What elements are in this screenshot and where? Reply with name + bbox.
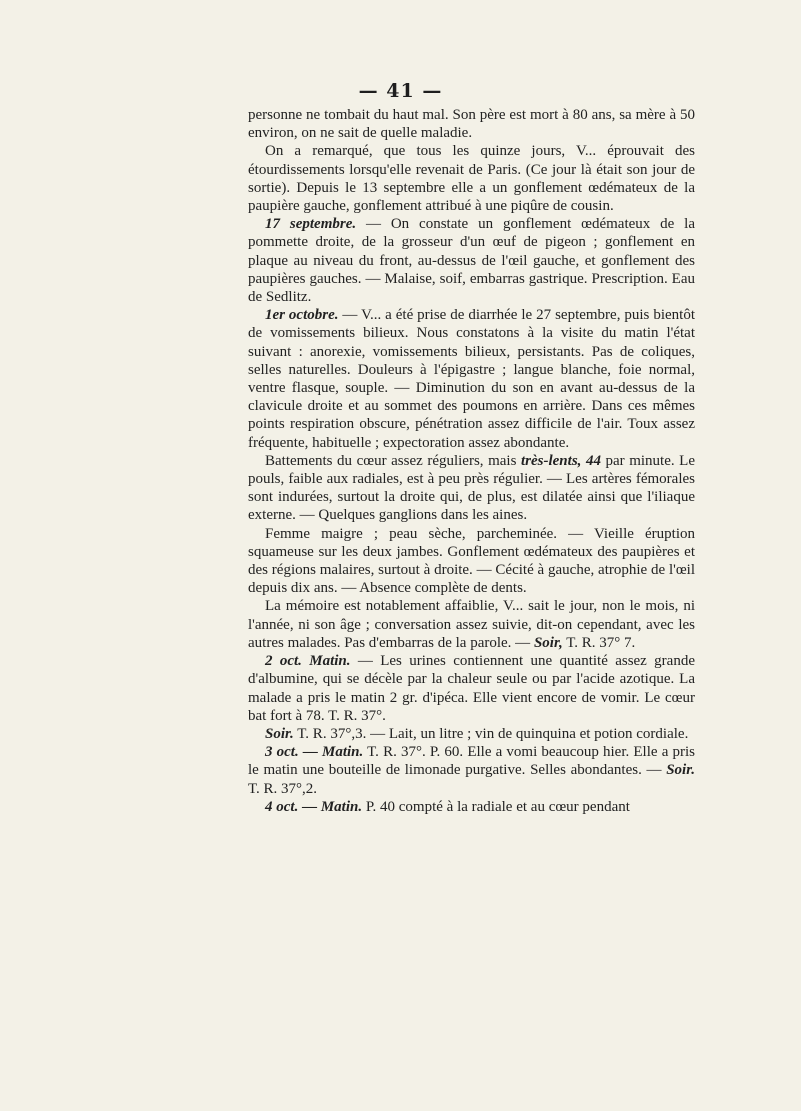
text-run: T. R. 37°,3. — Lait, un litre ; vin de quinquina et potion cordiale. (293, 725, 689, 742)
text-run: Femme maigre ; peau sèche, parcheminée. — Vieille éruption squameuse sur les deux jambes. Gonflement œdémateux des paupières et des régions malaires, surtout à droite. — Cécité à gauche, atrophie de l'œil depuis dix ans. — Absence complète de dents. (248, 525, 695, 597)
text-run: personne ne tombait du haut mal. Son père est mort à 80 ans, sa mère à 50 environ, on ne sait de quelle maladie. (248, 107, 695, 142)
date-label: 1er octobre. (265, 307, 339, 324)
paragraph (248, 652, 695, 725)
body-text (248, 106, 695, 816)
paragraph (248, 525, 695, 598)
paragraph (248, 106, 695, 142)
date-label: Soir, (533, 634, 563, 651)
text-run: On a remarqué, que tous les quinze jours, V... éprouvait des étourdissements lorsqu'elle revenait de Paris. (Ce jour là était son jour de sortie). Depuis le 13 septembre elle a un gonflement œdémateux de la paupière gauche, gonflement attribué à une piqûre de cousin. (248, 143, 695, 215)
page-number: — 41 — (358, 80, 443, 102)
paragraph (248, 597, 695, 652)
paragraph (248, 743, 695, 798)
text-run: — V... a été prise de diarrhée le 27 septembre, puis bientôt de vomissements bilieux. Nous constatons à la visite du matin l'état suivant : anorexie, vomissements bilieux, persistants. Pas de coliques, selles naturelles. Douleurs à l'épigastre ; langue blanche, foie normal, ventre flasque, souple. — Diminution du son en avant au-dessus de la clavicule droite et au sommet des poumons en arrière. Dans ces mêmes points respiration obscure, pénétration assez difficile de l'air. Toux assez fréquente, habituelle ; expectoration assez abondante. (248, 307, 695, 451)
text-run: T. R. 37°,2. (248, 780, 318, 797)
date-label: 2 oct. Matin. (265, 653, 351, 670)
text-run: — On constate un gonflement œdémateux de la pommette droite, de la grosseur d'un œuf de pigeon ; gonflement en plaque au niveau du front, au-dessus de l'œil gauche, et gonflement des paupières gauches. — Malaise, soif, embarras gastrique. Prescription. Eau de Sedlitz. (248, 216, 695, 306)
text-run: T. R. 37°. P. 60. Elle a vomi beaucoup hier. Elle a pris le matin une bouteille de limonade purgative. Selles abondantes. — (248, 744, 695, 779)
paragraph (248, 452, 695, 525)
paragraph (248, 142, 695, 215)
text-run: par minute. Le pouls, faible aux radiales, est à peu près régulier. — Les artères fémorales sont indurées, surtout la droite qui, de plus, est dilatée ainsi que l'iliaque externe. — Quelques ganglions dans les aines. (248, 452, 695, 524)
date-label: Soir. (666, 762, 695, 779)
text-run: La mémoire est notablement affaiblie, V... sait le jour, non le mois, ni l'année, ni son âge ; conversation assez suivie, dit-on cependant, avec les autres malades. Pas d'embarras de la parole. — (248, 598, 695, 651)
paragraph (248, 306, 695, 452)
paragraph (248, 798, 695, 816)
paragraph (248, 215, 695, 306)
text-run: Battements du cœur assez réguliers, mais (265, 452, 521, 469)
date-label: très-lents, 44 (520, 452, 601, 469)
text-run: — Les urines contiennent une quantité assez grande d'albumine, qui se décèle par la chaleur seule ou par l'acide azotique. La malade a pris le matin 2 gr. d'ipéca. Elle vient encore de vomir. Le cœur bat fort à 78. T. R. 37°. (248, 653, 695, 724)
date-label: 4 oct. — Matin. (265, 798, 363, 815)
paragraph (248, 725, 695, 743)
date-label: 17 septembre. (265, 216, 357, 233)
text-run: T. R. 37° 7. (562, 634, 636, 651)
text-run: P. 40 compté à la radiale et au cœur pendant (362, 798, 630, 815)
date-label: Soir. (265, 725, 294, 742)
date-label: 3 oct. — Matin. (265, 744, 364, 761)
